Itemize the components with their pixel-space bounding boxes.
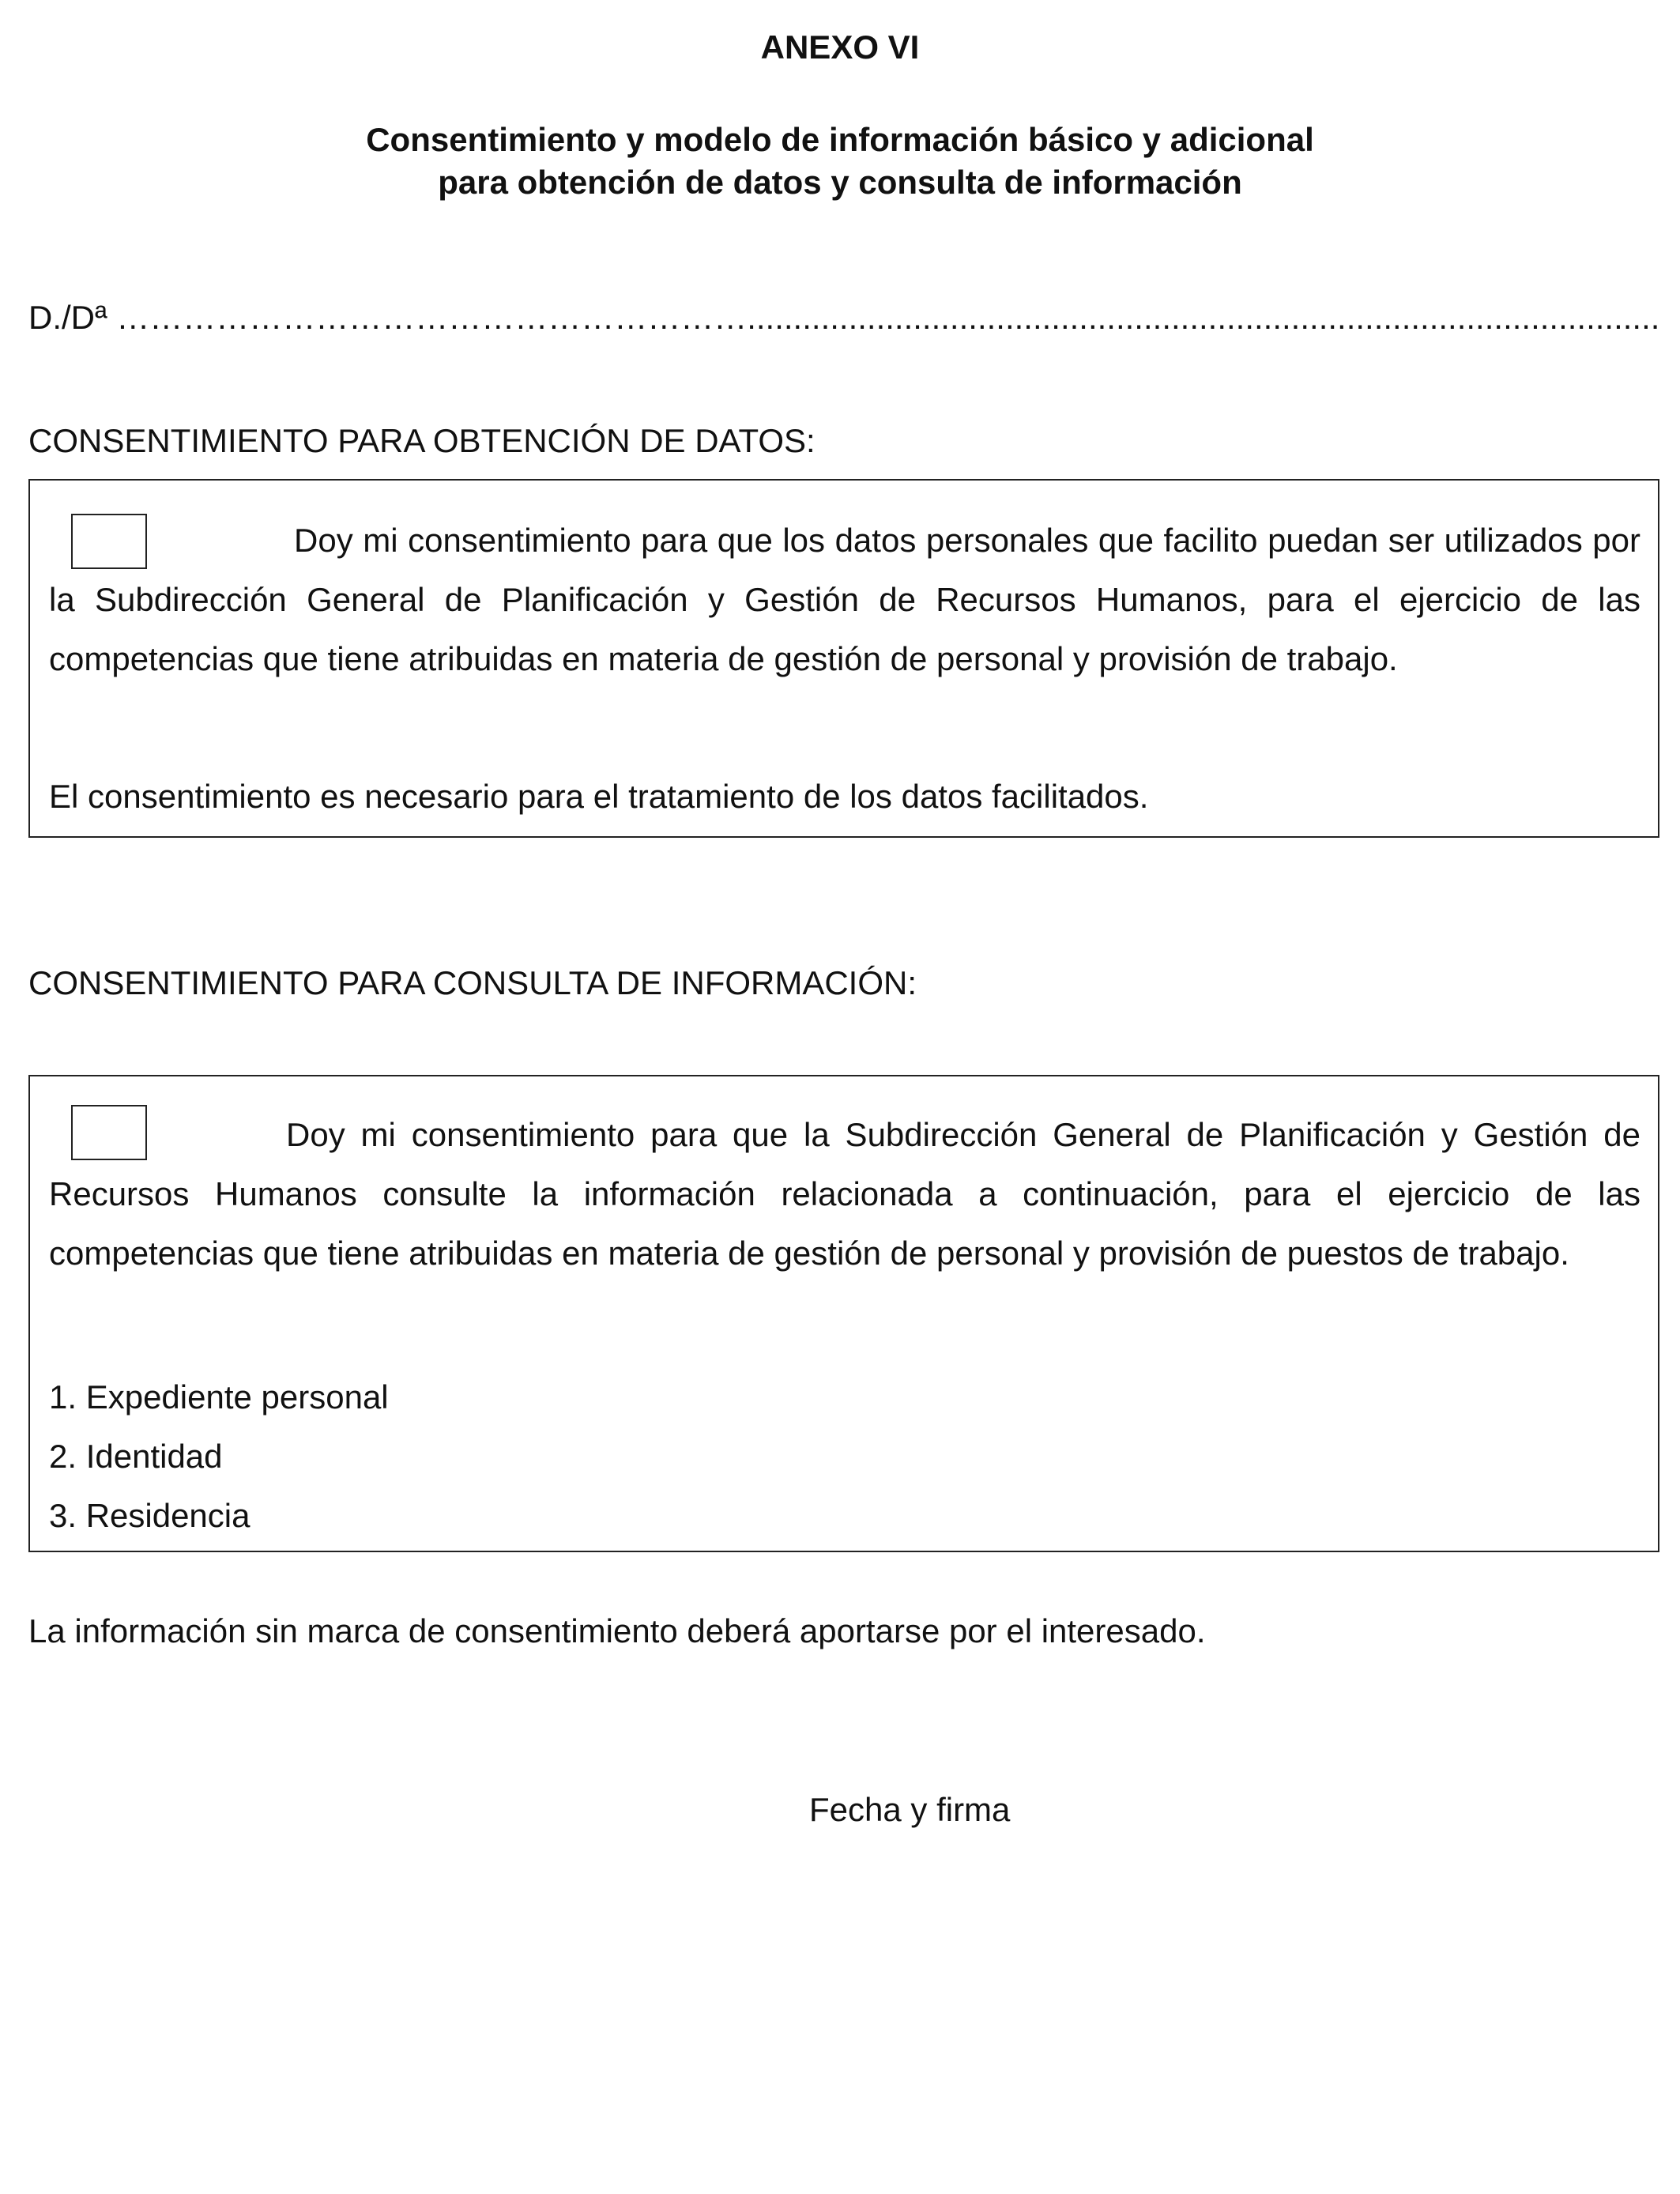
document-title: ANEXO VI — [760, 28, 920, 66]
data-consent-box — [28, 479, 1659, 838]
subtitle-line-1: Consentimiento y modelo de información básico y adicional — [366, 121, 1314, 158]
info-consent-box — [28, 1075, 1659, 1552]
info-consent-paragraph — [49, 1105, 1640, 1283]
data-consent-paragraph — [49, 511, 1640, 688]
info-list — [49, 1367, 389, 1545]
info-consent-text: Doy mi consentimiento para que la Subdirección General de Planificación y Gestión de Recursos Humanos consulte la información relacionada a continuación, para el ejercicio de las competencias que tiene atribuidas en materia de gestión de personal y provisión de puestos de trabajo. — [49, 1116, 1640, 1272]
section-heading-data-consent: CONSENTIMIENTO PARA OBTENCIÓN DE DATOS: — [28, 422, 816, 459]
footer-note: La información sin marca de consentimiento deberá aportarse por el interesado. — [28, 1612, 1206, 1649]
data-consent-note: El consentimiento es necesario para el tratamiento de los datos facilitados. — [49, 778, 1149, 815]
document-subtitle — [0, 119, 1680, 204]
section-heading-info-consent: CONSENTIMIENTO PARA CONSULTA DE INFORMACIÓN: — [28, 964, 917, 1001]
name-field[interactable]: D./Dª …………………………………………………................................................................................................... — [28, 299, 1659, 336]
date-signature-label: Fecha y firma — [809, 1791, 1011, 1828]
data-consent-text: Doy mi consentimiento para que los datos personales que facilito puedan ser utilizados por la Subdirección General de Planificación y Gestión de Recursos Humanos, para el ejercicio de las competencias que tiene atribuidas en materia de gestión de personal y provisión de trabajo. — [49, 522, 1640, 677]
list-item: 3. Residencia — [49, 1497, 250, 1534]
list-item: 2. Identidad — [49, 1438, 223, 1475]
list-item: 1. Expediente personal — [49, 1378, 389, 1416]
subtitle-line-2: para obtención de datos y consulta de información — [438, 164, 1242, 201]
